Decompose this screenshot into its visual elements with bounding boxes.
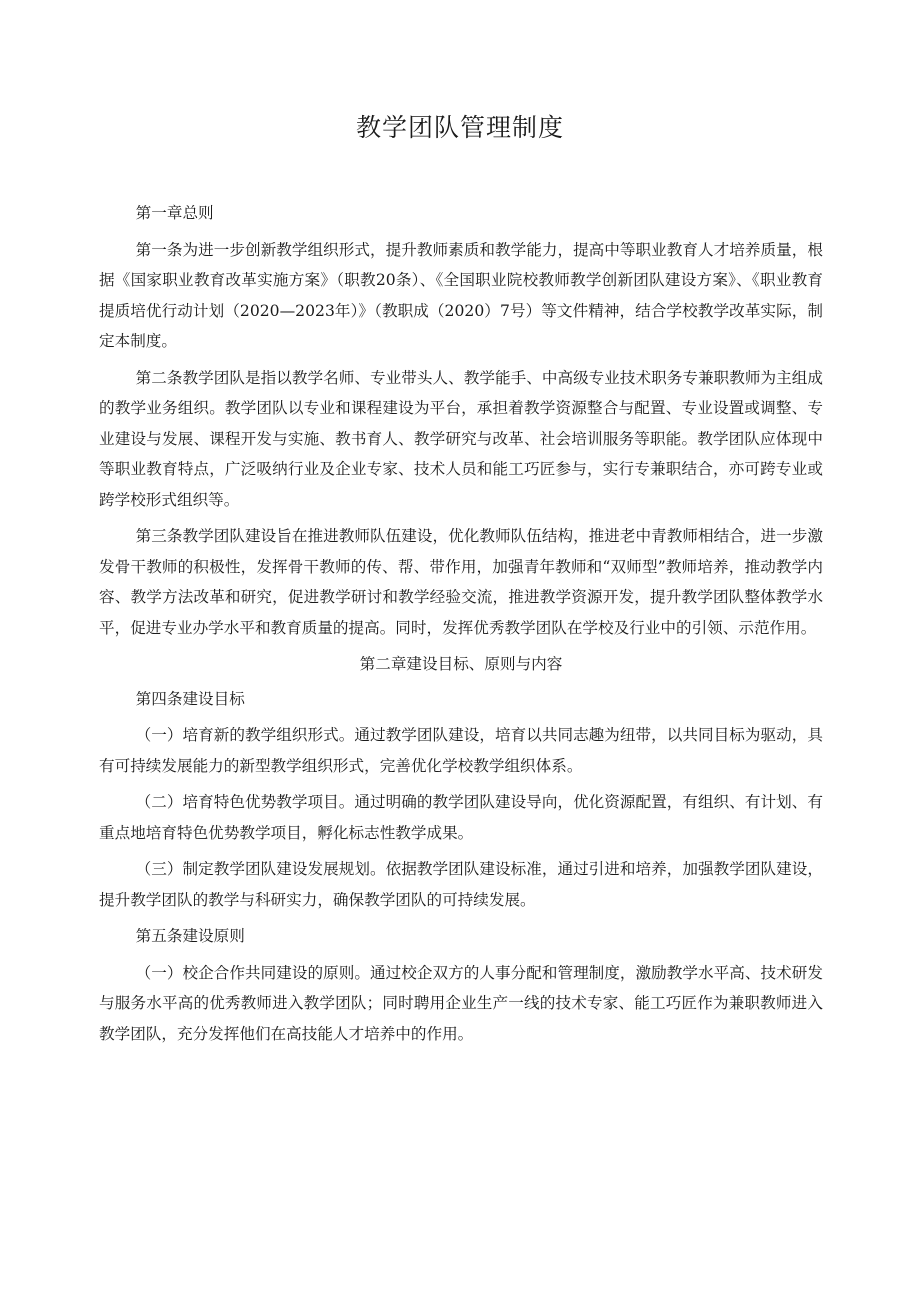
document-body [99, 198, 823, 1055]
document-title: 教学团队管理制度 [355, 113, 564, 142]
chapter-1-heading: 第一章总则 [135, 204, 214, 222]
article-1: 第一条为进一步创新教学组织形式，提升教师素质和教学能力，提高中等职业教育人才培养质量，根据《国家职业教育改革实施方案》（职教20条）、《全国职业院校教师教学创新团队建设方案》、《职业教育提质培优行动计划（2020—2023年）》（教职成（2020）7号）等文件精神，结合学校教学改革实际，制定本制度。 [99, 240, 823, 350]
article-5-item-1: （一）校企合作共同建设的原则。通过校企双方的人事分配和管理制度，激励教学水平高、技术研发与服务水平高的优秀教师进入教学团队；同时聘用企业生产一线的技术专家、能工巧匠作为兼职教师进入教学团队，充分发挥他们在高技能人才培养中的作用。 [99, 963, 823, 1043]
article-5-heading: 第五条建设原则 [135, 927, 245, 945]
article-4-item-2: （二）培育特色优势教学项目。通过明确的教学团队建设导向，优化资源配置，有组织、有计划、有重点地培育特色优势教学项目，孵化标志性教学成果。 [99, 793, 823, 842]
article-3: 第三条教学团队建设旨在推进教师队伍建设，优化教师队伍结构，推进老中青教师相结合，进一步激发骨干教师的积极性，发挥骨干教师的传、帮、带作用，加强青年教师和“双师型”教师培养，推动教学内容、教学方法改革和研究，促进教学研讨和教学经验交流，推进教学资源开发，提升教学团队整体教学水平，促进专业办学水平和教育质量的提高。同时，发挥优秀教学团队在学校及行业中的引领、示范作用。 [99, 527, 823, 637]
article-4-item-3: （三）制定教学团队建设发展规划。依据教学团队建设标准，通过引进和培养，加强教学团队建设，提升教学团队的教学与科研实力，确保教学团队的可持续发展。 [99, 860, 823, 909]
article-2: 第二条教学团队是指以教学名师、专业带头人、教学能手、中高级专业技术职务专兼职教师为主组成的教学业务组织。教学团队以专业和课程建设为平台，承担着教学资源整合与配置、专业设置或调整、专业建设与发展、课程开发与实施、教书育人、教学研究与改革、社会培训服务等职能。教学团队应体现中等职业教育特点，广泛吸纳行业及企业专家、技术人员和能工巧匠参与，实行专兼职结合，亦可跨专业或跨学校形式组织等。 [99, 368, 823, 509]
chapter-2-heading: 第二章建设目标、原则与内容 [359, 655, 563, 673]
article-4-heading: 第四条建设目标 [135, 689, 245, 708]
article-4-item-1: （一）培育新的教学组织形式。通过教学团队建设，培育以共同志趣为纽带，以共同目标为驱动，具有可持续发展能力的新型教学组织形式，完善优化学校教学组织体系。 [99, 726, 823, 775]
